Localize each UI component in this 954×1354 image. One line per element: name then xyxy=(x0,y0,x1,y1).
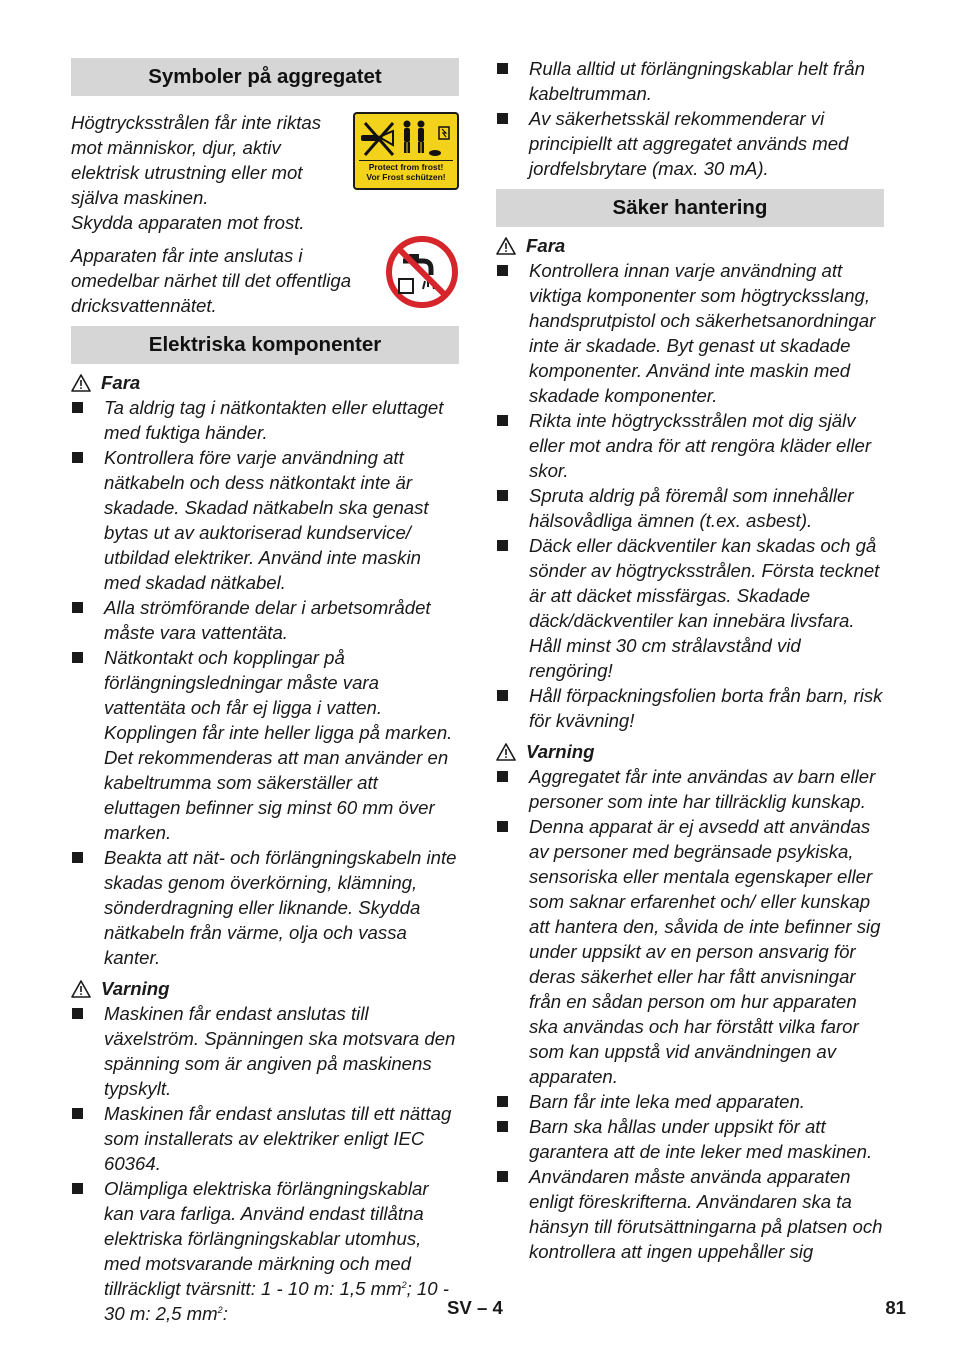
symbols-intro-text: Högtrycksstrålen får inte riktas mot människor, djur, aktiv elektrisk utrustning eller mot själva maskinen. Skydda apparaten mot frost. xyxy=(71,112,322,233)
bullet-square-icon xyxy=(72,1183,83,1194)
handling-warning-list xyxy=(496,764,884,1264)
warning-label: Varning xyxy=(101,978,170,999)
bullet-square-icon xyxy=(497,490,508,501)
symbols-heading: Symboler på aggregatet xyxy=(71,58,459,96)
warning-triangle-icon xyxy=(496,237,516,255)
danger-label: Fara xyxy=(526,235,566,256)
electrical-warning-list xyxy=(71,1001,459,1326)
sticker-text: Protect from frost! Vor Frost schützen! xyxy=(359,160,453,184)
bullet-square-icon xyxy=(497,1096,508,1107)
list-item: Däck eller däckventiler kan skadas och gå sönder av högtrycksstrålen. Första tecknet är att däcket missfärgas. Skadade däck/däckventiler kan innebära livsfara. Håll minst 30 cm strålavstånd vid rengöring! xyxy=(496,533,884,683)
warning-triangle-icon xyxy=(496,743,516,761)
list-item: Barn ska hållas under uppsikt för att garantera att de inte leker med maskinen. xyxy=(496,1114,884,1164)
danger-label: Fara xyxy=(101,372,141,393)
left-column xyxy=(71,56,459,1326)
bullet-square-icon xyxy=(72,602,83,613)
bullet-square-icon xyxy=(72,1008,83,1019)
bullet-square-icon xyxy=(72,402,83,413)
list-item: Maskinen får endast anslutas till ett nättag som installerats av elektriker enligt IEC 60364. xyxy=(71,1101,459,1176)
no-drinking-water-connection-icon xyxy=(385,235,459,309)
list-item: Spruta aldrig på föremål som innehåller hälsovådliga ämnen (t.ex. asbest). xyxy=(496,483,884,533)
list-item: Rikta inte högtrycksstrålen mot dig själv eller mot andra för att rengöra kläder eller skor. xyxy=(496,408,884,483)
warning-label: Varning xyxy=(526,741,595,762)
symbols-intro xyxy=(71,110,459,235)
list-item: Ta aldrig tag i nätkontakten eller eluttaget med fuktiga händer. xyxy=(71,395,459,445)
bullet-square-icon xyxy=(497,415,508,426)
list-item: Kontrollera före varje användning att nätkabeln och dess nätkontakt inte är skadade. Skadad nätkabeln ska genast bytas ut av auktoriserad kundservice/ utbildad elektriker. Använd inte maskin med skadad nätkabel. xyxy=(71,445,459,595)
drinking-water-text: Apparaten får inte anslutas i omedelbar närhet till det offentliga dricksvattennätet. xyxy=(71,245,352,316)
bullet-square-icon xyxy=(497,1121,508,1132)
bullet-square-icon xyxy=(497,113,508,124)
warning-label-row xyxy=(71,976,459,1001)
bullet-square-icon xyxy=(497,821,508,832)
bullet-square-icon xyxy=(497,690,508,701)
drinking-water-intro xyxy=(71,243,459,318)
danger-label-row xyxy=(71,370,459,395)
electrical-danger-list xyxy=(71,395,459,970)
bullet-square-icon xyxy=(72,652,83,663)
extension-cable-list xyxy=(496,56,884,181)
electrical-heading: Elektriska komponenter xyxy=(71,326,459,364)
list-item: Aggregatet får inte användas av barn eller personer som inte har tillräcklig kunskap. xyxy=(496,764,884,814)
list-item: Nätkontakt och kopplingar på förlängningsledningar måste vara vattentäta och får ej ligga i vatten. Kopplingen får inte heller ligga på marken. Det rekommenderas att man använder en kabeltrumma som säkerställer att eluttagen befinner sig minst 60 mm över marken. xyxy=(71,645,459,845)
list-item: Denna apparat är ej avsedd att användas av personer med begränsade psykiska, sensoriska eller mentala egenskaper eller som saknar erfarenhet och/ eller kunskap att hantera den, såvida de inte befinner sig under uppsikt av en person ansvarig för deras säkerhet eller har fått anvisningar från en sådan person om hur apparaten ska användas och har förstått vilka faror som kan uppstå vid användningen av apparaten. xyxy=(496,814,884,1089)
right-column xyxy=(496,56,884,1264)
bullet-square-icon xyxy=(72,452,83,463)
list-item: Kontrollera innan varje användning att viktiga komponenter som högtrycksslang, handsprutpistol och säkerhetsanordningar inte är skadade. Byt genast ut skadade komponenter. Använd inte maskin med skadade komponenter. xyxy=(496,258,884,408)
list-item: Olämpliga elektriska förlängningskablar kan vara farliga. Använd endast tillåtna elektriska förlängningskablar utomhus, med motsvarande märkning och med tillräckligt tvärsnitt: 1 - 10 m: 1,5 $mm^2$; 10 - 30 m: 2,5 $mm^2$: xyxy=(71,1176,459,1326)
list-item: Användaren måste använda apparaten enligt föreskrifterna. Användaren ska ta hänsyn till förutsättningarna på platsen och kontrollera att ingen uppehåller sig xyxy=(496,1164,884,1264)
list-item: Håll förpackningsfolien borta från barn, risk för kvävning! xyxy=(496,683,884,733)
frost-warning-sticker-icon xyxy=(353,112,459,190)
handling-danger-list xyxy=(496,258,884,733)
page-number: 81 xyxy=(885,1297,906,1318)
warning-triangle-icon xyxy=(71,980,91,998)
bullet-square-icon xyxy=(497,771,508,782)
warning-label-row xyxy=(496,739,884,764)
list-item: Alla strömförande delar i arbetsområdet måste vara vattentäta. xyxy=(71,595,459,645)
bullet-square-icon xyxy=(72,1108,83,1119)
list-item: Maskinen får endast anslutas till växelström. Spänningen ska motsvara den spänning som är angiven på maskinens typskylt. xyxy=(71,1001,459,1101)
bullet-square-icon xyxy=(497,265,508,276)
bullet-square-icon xyxy=(497,540,508,551)
safe-handling-heading: Säker hantering xyxy=(496,189,884,227)
footer-section-label: SV – 4 xyxy=(447,1297,503,1318)
bullet-square-icon xyxy=(497,63,508,74)
bullet-square-icon xyxy=(497,1171,508,1182)
list-item: Beakta att nät- och förlängningskabeln inte skadas genom överkörning, klämning, sönderdragning eller liknande. Skydda nätkabeln från värme, olja och vassa kanter. xyxy=(71,845,459,970)
list-item: Av säkerhetsskäl rekommenderar vi principiellt att aggregatet används med jordfelsbrytare (max. 30 mA). xyxy=(496,106,884,181)
list-item: Barn får inte leka med apparaten. xyxy=(496,1089,884,1114)
warning-triangle-icon xyxy=(71,374,91,392)
bullet-square-icon xyxy=(72,852,83,863)
list-item: Rulla alltid ut förlängningskablar helt från kabeltrumman. xyxy=(496,56,884,106)
danger-label-row xyxy=(496,233,884,258)
jet-hazard-pictograms-icon xyxy=(359,117,453,161)
